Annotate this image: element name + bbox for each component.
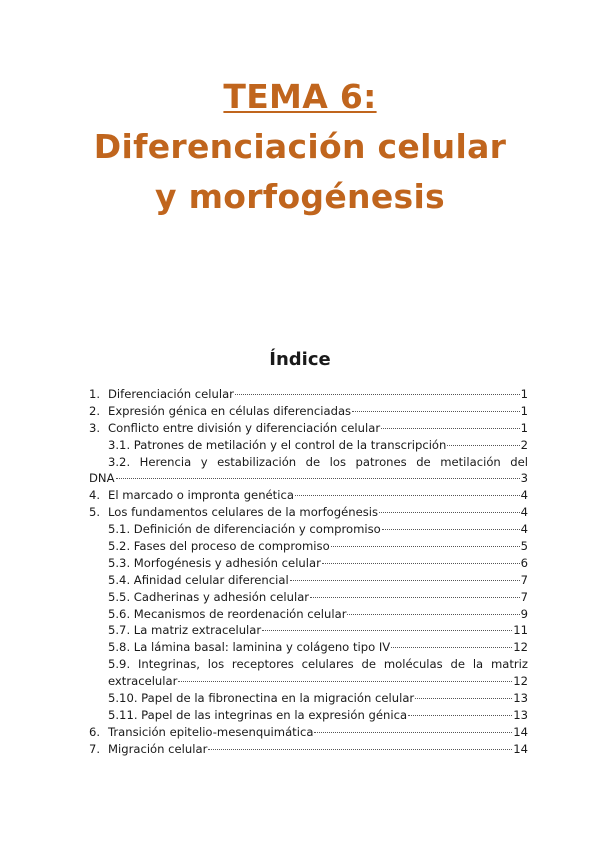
dot-leader <box>331 546 520 547</box>
title-line-1: TEMA 6: <box>223 77 377 116</box>
toc-page: 14 <box>513 724 528 739</box>
toc-text: Conflicto entre división y diferenciación celular <box>108 420 381 435</box>
toc-entry[interactable] <box>89 622 528 639</box>
dot-leader <box>208 749 512 750</box>
toc-number: 7. <box>89 741 101 756</box>
dot-leader <box>379 512 520 513</box>
toc-number: 5. <box>89 505 101 520</box>
toc-text: Los fundamentos celulares de la morfogénesis <box>108 505 379 520</box>
toc-text: Diferenciación celular <box>108 387 234 401</box>
dot-leader <box>235 394 520 395</box>
toc-page: 11 <box>513 623 528 638</box>
toc-entry[interactable] <box>89 639 528 656</box>
dot-leader <box>116 478 520 479</box>
title-line-2: Diferenciación celular <box>93 127 507 166</box>
toc-entry-wrapped[interactable]: 3.2. Herencia y estabilización de los patrones de metilación del <box>108 454 528 469</box>
toc-text: 5.4. Afinidad celular diferencial <box>108 572 289 587</box>
toc-text: 5.7. La matriz extracelular <box>108 623 262 638</box>
toc-page: 7 <box>520 572 528 587</box>
toc-text: DNA <box>89 471 115 486</box>
document-title <box>0 72 600 222</box>
toc-entry[interactable] <box>89 437 528 454</box>
toc-text: El marcado o impronta genética <box>108 488 294 503</box>
toc-entry[interactable] <box>89 741 528 758</box>
toc-page: 4 <box>520 488 528 503</box>
toc-text: Expresión génica en células diferenciadas <box>108 403 352 418</box>
toc-number: 4. <box>89 488 101 503</box>
dot-leader <box>408 715 512 716</box>
dot-leader <box>415 698 512 699</box>
toc-entry[interactable] <box>89 572 528 589</box>
toc-text: 5.2. Fases del proceso de compromiso <box>108 539 330 554</box>
toc-entry[interactable] <box>89 589 528 606</box>
toc-text: 5.10. Papel de la fibronectina en la migración celular <box>108 691 415 706</box>
dot-leader <box>322 563 520 564</box>
toc-entry-continuation[interactable] <box>89 673 528 690</box>
index-heading: Índice <box>269 349 331 370</box>
toc-page: 5 <box>520 539 528 554</box>
toc-page: 1 <box>520 420 528 435</box>
toc-number: 3. <box>89 420 101 435</box>
dot-leader <box>347 614 519 615</box>
toc-entry[interactable] <box>89 555 528 572</box>
toc-page: 1 <box>520 387 528 401</box>
toc-text: 5.1. Definición de diferenciación y compromiso <box>108 522 381 537</box>
toc-entry[interactable] <box>89 504 528 521</box>
toc-page: 2 <box>520 437 528 452</box>
toc-text: Migración celular <box>108 741 208 756</box>
toc-entry[interactable] <box>89 606 528 623</box>
toc-entry[interactable] <box>89 420 528 437</box>
toc-number: 1. <box>89 387 101 401</box>
toc-page: 7 <box>520 589 528 604</box>
toc-text: 5.5. Cadherinas y adhesión celular <box>108 589 310 604</box>
toc-page: 1 <box>520 403 528 418</box>
dot-leader <box>391 647 512 648</box>
dot-leader <box>262 630 512 631</box>
toc-page: 14 <box>513 741 528 756</box>
toc-page: 3 <box>520 471 528 486</box>
toc-entry-continuation[interactable] <box>89 470 528 487</box>
dot-leader <box>310 597 520 598</box>
toc-page: 4 <box>520 522 528 537</box>
toc-page: 12 <box>513 674 528 689</box>
toc-text: Transición epitelio-mesenquimática <box>108 724 314 739</box>
dot-leader <box>382 529 520 530</box>
dot-leader <box>314 732 512 733</box>
toc-text: 5.6. Mecanismos de reordenación celular <box>108 606 347 621</box>
toc-page: 12 <box>513 640 528 655</box>
dot-leader <box>381 428 520 429</box>
toc-text: 5.8. La lámina basal: laminina y colágeno tipo IV <box>108 640 391 655</box>
dot-leader <box>295 495 520 496</box>
toc-page: 13 <box>513 707 528 722</box>
toc-page: 4 <box>520 505 528 520</box>
toc-number: 2. <box>89 403 101 418</box>
toc-text: 5.3. Morfogénesis y adhesión celular <box>108 555 321 570</box>
table-of-contents <box>89 386 528 758</box>
dot-leader <box>178 681 512 682</box>
toc-entry[interactable] <box>89 403 528 420</box>
toc-number: 6. <box>89 724 101 739</box>
toc-text: 3.1. Patrones de metilación y el control de la transcripción <box>108 437 447 452</box>
title-line-3: y morfogénesis <box>154 177 446 216</box>
toc-entry[interactable] <box>89 521 528 538</box>
toc-entry-wrapped[interactable]: 5.9. Integrinas, los receptores celulares de moléculas de la matriz <box>108 657 528 672</box>
toc-entry[interactable] <box>89 724 528 741</box>
toc-entry[interactable] <box>89 538 528 555</box>
dot-leader <box>290 580 520 581</box>
dot-leader <box>447 445 519 446</box>
toc-page: 6 <box>520 555 528 570</box>
toc-entry[interactable] <box>89 487 528 504</box>
toc-page: 13 <box>513 691 528 706</box>
dot-leader <box>352 411 520 412</box>
toc-text: 5.11. Papel de las integrinas en la expresión génica <box>108 707 408 722</box>
toc-entry[interactable] <box>89 690 528 707</box>
toc-entry[interactable] <box>89 386 528 403</box>
toc-page: 9 <box>520 606 528 621</box>
toc-text: extracelular <box>108 674 178 689</box>
toc-entry[interactable] <box>89 707 528 724</box>
